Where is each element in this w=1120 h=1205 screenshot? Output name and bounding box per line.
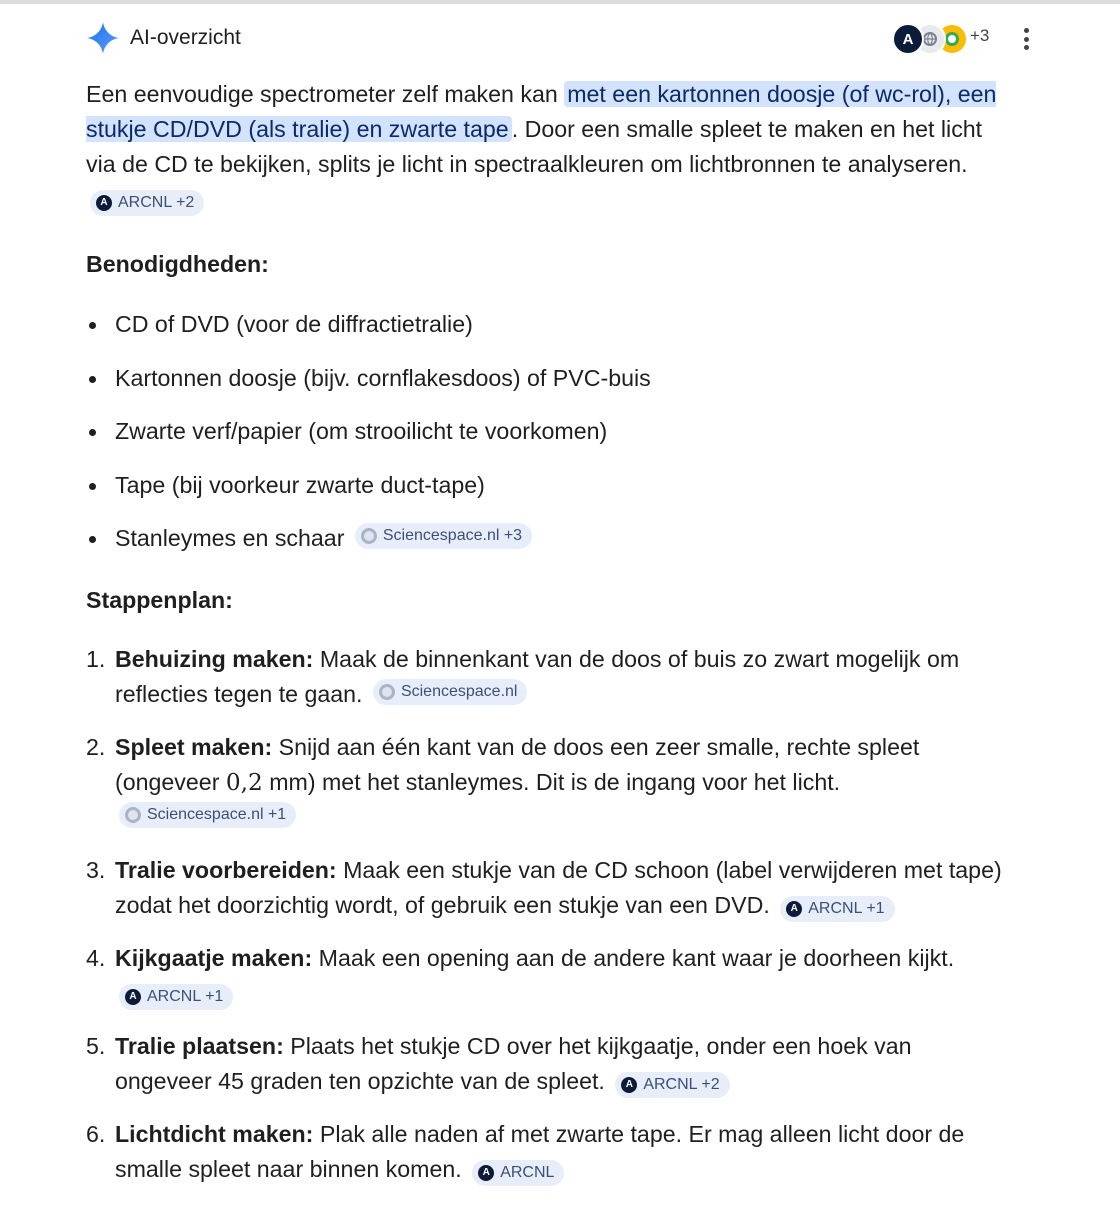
arcnl-avatar-letter: A (902, 30, 914, 48)
materials-heading: Benodigdheden: (86, 251, 269, 277)
step-title: Tralie plaatsen: (115, 1033, 284, 1059)
step-number: 3. (86, 857, 106, 883)
step-title: Kijkgaatje maken: (115, 945, 313, 971)
source-chip-label: Sciencespace.nl (400, 683, 518, 700)
arcnl-icon: A (621, 1077, 637, 1093)
source-chip[interactable] (355, 523, 532, 549)
step-item (86, 1029, 1006, 1099)
arcnl-icon: A (96, 195, 112, 211)
step-text: Plaats het stukje CD over het kijkgaatje, onder een hoek van ongeveer 45 graden ten opzichte van de spleet. (115, 1033, 912, 1094)
list-item (115, 307, 1006, 342)
step-number: 5. (86, 1033, 106, 1059)
ai-overview-content (86, 77, 1006, 1205)
more-sources-count[interactable]: +3 (970, 26, 990, 45)
step-text: Maak een opening aan de andere kant waar je doorheen kijkt. (312, 945, 955, 971)
step-title: Tralie voorbereiden: (115, 857, 337, 883)
step-item (86, 730, 1006, 835)
step-number: 6. (86, 1121, 106, 1147)
source-chip-label: Sciencespace.nl +1 (147, 806, 287, 823)
source-chip-label: ARCNL +1 (147, 988, 224, 1005)
gemini-sparkle-icon (86, 21, 120, 55)
list-item-text: CD of DVD (voor de diffractietralie) (115, 311, 473, 337)
step-text: Snijd aan één kant van de doos een zeer smalle, rechte spleet (ongeveer (115, 734, 920, 795)
intro-text-after: . Door een smalle spleet te maken en het licht via de CD te bekijken, splits je licht in spectraalkleuren om lichtbronnen te analyseren. (86, 116, 983, 177)
list-item (115, 521, 1006, 556)
globe-icon (379, 684, 395, 700)
more-options-icon[interactable] (1018, 26, 1034, 52)
source-chip[interactable] (90, 190, 204, 216)
list-item-text: Zwarte verf/papier (om strooilicht te voorkomen) (115, 418, 608, 444)
source-chip[interactable] (472, 1160, 564, 1186)
top-divider (0, 0, 1120, 4)
step-item (86, 1117, 1006, 1187)
step-item (86, 642, 1006, 712)
arcnl-avatar (892, 23, 924, 55)
list-item (115, 361, 1006, 396)
list-item-text: Tape (bij voorkeur zwarte duct-tape) (115, 471, 485, 498)
arcnl-icon: A (478, 1165, 494, 1181)
source-chip[interactable] (615, 1072, 729, 1098)
source-chip[interactable] (780, 896, 894, 922)
steps-list (86, 642, 1006, 1187)
step-text: Plak alle naden af met zwarte tape. Er mag alleen licht door de smalle spleet naar binnen komen. (115, 1121, 965, 1182)
ai-overview-header (86, 20, 1036, 56)
source-chip-label: ARCNL +2 (643, 1076, 720, 1093)
arcnl-icon: A (786, 901, 802, 917)
list-item-text: Stanleymes en schaar (115, 525, 345, 551)
step-text: Maak de binnenkant van de doos of buis zo zwart mogelijk om reflecties tegen te gaan. (115, 646, 960, 707)
intro-text-before: Een eenvoudige spectrometer zelf maken kan (86, 81, 565, 107)
step-number: 1. (86, 646, 106, 672)
math-value: 0,2 (225, 769, 263, 796)
source-chip-label: Sciencespace.nl +3 (382, 527, 523, 544)
steps-heading: Stappenplan: (86, 587, 233, 613)
list-item-text: Kartonnen doosje (bijv. cornflakesdoos) of PVC-buis (115, 364, 651, 391)
step-number: 4. (86, 945, 106, 971)
step-text: Maak een stukje van de CD schoon (label verwijderen met tape) zodat het doorzichtig wordt, of gebruik een stukje van een DVD. (115, 857, 1002, 918)
step-title: Behuizing maken: (115, 646, 314, 672)
step-item (86, 853, 1006, 923)
source-chip-label: ARCNL +2 (118, 194, 195, 211)
step-number: 2. (86, 734, 106, 760)
source-chip-label: ARCNL +1 (808, 900, 885, 917)
list-item (115, 468, 1006, 503)
source-chip[interactable] (119, 802, 296, 828)
step-title: Lichtdicht maken: (115, 1121, 314, 1147)
intro-paragraph (86, 77, 1006, 217)
source-chip-label: ARCNL (500, 1164, 555, 1181)
intro-highlight[interactable]: met een kartonnen doosje (of wc-rol), een stukje CD/DVD (als tralie) en zwarte tape (86, 81, 997, 142)
ai-overview-title: AI-overzicht (130, 26, 241, 49)
list-item (115, 414, 1006, 449)
materials-list (86, 307, 1006, 556)
globe-icon (125, 807, 141, 823)
source-chip[interactable] (373, 679, 528, 705)
step-title: Spleet maken: (115, 734, 273, 760)
step-text-continued: mm) met het stanleymes. Dit is de ingang voor het licht. (262, 769, 841, 795)
source-avatars[interactable] (892, 21, 974, 55)
source-chip[interactable] (119, 984, 233, 1010)
arcnl-icon: A (125, 989, 141, 1005)
globe-icon (361, 528, 377, 544)
step-item (86, 941, 1006, 1011)
